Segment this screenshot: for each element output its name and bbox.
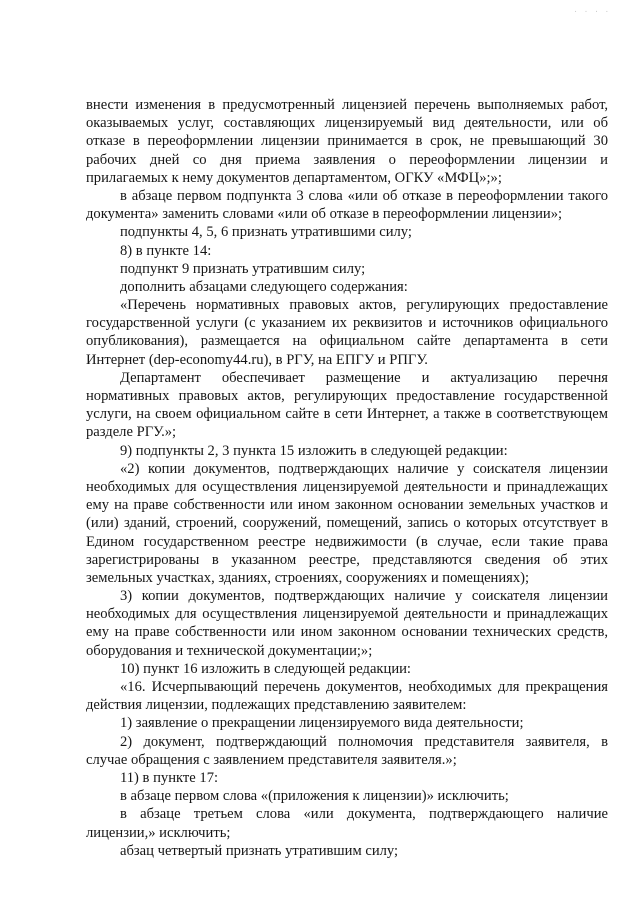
text-line: оборудования и технической документации;»; (86, 642, 373, 659)
text-line: 11) в пункте 17: (120, 769, 219, 786)
text-line: 2) документ, подтверждающий полномочия представителя заявителя, в (120, 733, 608, 750)
text-line: действия лицензии, подлежащих представлению заявителем: (86, 697, 467, 714)
document-body (86, 96, 608, 860)
text-line: в абзаце третьем слова «или документа, подтверждающего наличие (120, 806, 608, 823)
text-line: документа» заменить словами «или об отказе в переоформлении лицензии»; (86, 206, 563, 223)
text-line: необходимых для осуществления лицензируемой деятельности и принадлежащих (86, 478, 608, 495)
text-line: зарегистрированы в указанном реестре, представляются сведения об этих (86, 551, 608, 568)
text-line: Едином государственном реестре недвижимости (в случае, если такие права (86, 533, 608, 550)
text-line: необходимых для осуществления лицензируемой деятельности и принадлежащих (86, 606, 608, 623)
text-line: оказываемых услуг, составляющих лицензируемый вид деятельности, или об (86, 115, 608, 132)
text-line: Интернет (dep-economy44.ru), в РГУ, на ЕПГУ и РПГУ. (86, 351, 428, 368)
text-line: «2) копии документов, подтверждающих наличие у соискателя лицензии (120, 460, 608, 477)
text-line: 3) копии документов, подтверждающих наличие у соискателя лицензии (120, 588, 608, 605)
text-line: в абзаце первом слова «(приложения к лицензии)» исключить; (120, 788, 509, 805)
text-line: прилагаемых к нему документов департаментом, ОГКУ «МФЦ»;»; (86, 169, 502, 186)
text-line: ему на праве собственности или ином законном основании земельных участков и (86, 497, 608, 514)
text-line: «Перечень нормативных правовых актов, регулирующих предоставление (120, 297, 608, 314)
text-line: в абзаце первом подпункта 3 слова «или об отказе в переоформлении такого (120, 187, 608, 204)
text-line: государственной услуги (с указанием их реквизитов и источников официального (86, 315, 608, 332)
text-line: 9) подпункты 2, 3 пункта 15 изложить в следующей редакции: (120, 442, 508, 459)
text-line: земельных участках, зданиях, строениях, сооружениях и помещениях); (86, 569, 530, 586)
text-line: «16. Исчерпывающий перечень документов, необходимых для прекращения (120, 679, 608, 695)
text-line: разделе РГУ.»; (86, 424, 177, 441)
text-line: абзац четвертый признать утратившим силу; (120, 842, 399, 859)
scan-corner-marks: · · · · (573, 8, 610, 16)
text-line: отказе в переоформлении лицензии принимается в срок, не превышающий 30 (86, 133, 608, 150)
text-line: случае обращения с заявлением представителя заявителя.»; (86, 751, 457, 768)
text-line: ему на праве собственности или ином законном основании технических средств, (86, 624, 608, 641)
text-line: (или) зданий, строений, сооружений, помещений, запись о которых отсутствует в (86, 515, 608, 532)
text-line: опубликования), размещается на официальном сайте департамента в сети (86, 333, 608, 350)
text-line: рабочих дней со дня приема заявления о переоформлении лицензии и (86, 151, 608, 168)
text-line: подпункты 4, 5, 6 признать утратившими силу; (120, 224, 412, 241)
text-line: 8) в пункте 14: (120, 242, 212, 259)
text-line: подпункт 9 признать утратившим силу; (120, 260, 366, 277)
text-line: 10) пункт 16 изложить в следующей редакции: (120, 660, 411, 677)
text-line: Департамент обеспечивает размещение и актуализацию перечня (120, 369, 608, 386)
text-line: лицензии,» исключить; (86, 824, 231, 841)
text-line: дополнить абзацами следующего содержания: (120, 278, 408, 295)
text-line: 1) заявление о прекращении лицензируемого вида деятельности; (120, 715, 524, 732)
text-line: услуги, на своем официальном сайте в сети Интернет, а также в соответствующем (86, 406, 608, 423)
text-line: внести изменения в предусмотренный лицензией перечень выполняемых работ, (86, 97, 608, 113)
text-line: нормативных правовых актов, регулирующих предоставление государственной (86, 388, 608, 404)
